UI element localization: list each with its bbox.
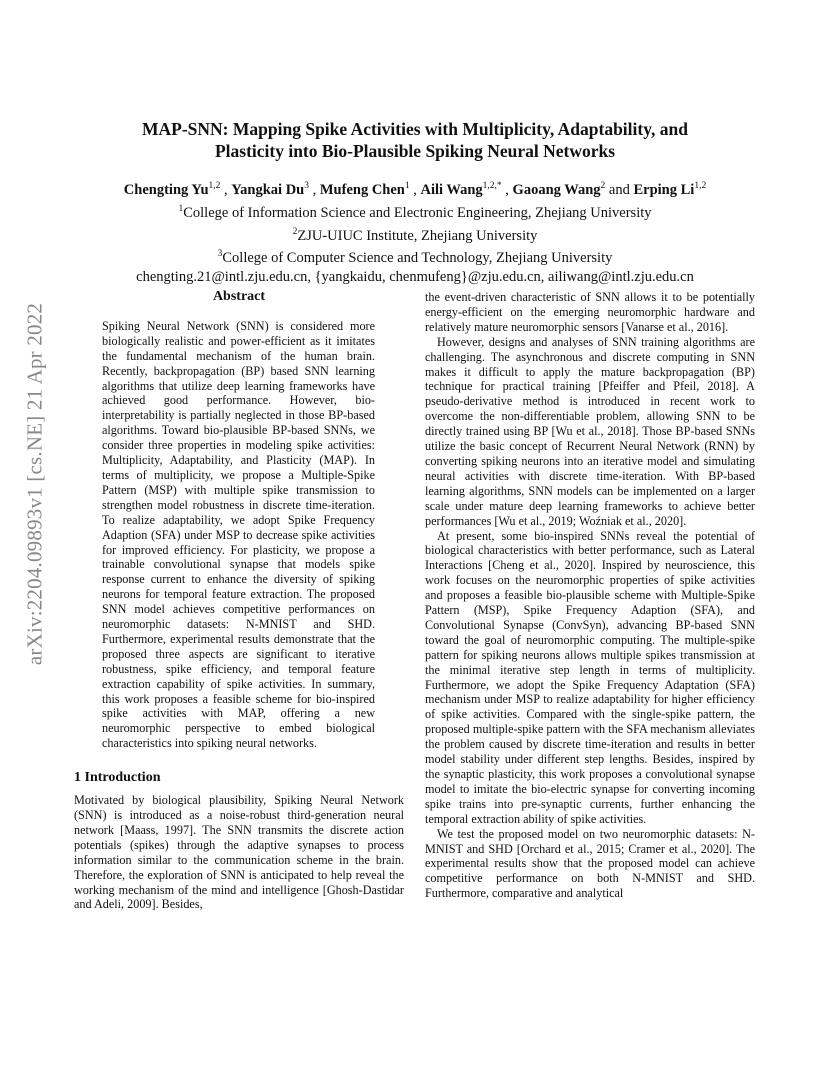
abstract-heading: Abstract xyxy=(212,289,266,304)
affiliation: $^1$College of Information Science and Electronic Engineering, Zhejiang University xyxy=(178,203,652,221)
author-list: Chengting Yu$^{1,2}$ , Yangkai Du$^3$ , Mufeng Chen$^1$ , Aili Wang$^{1,2,*}$ , Gaoang Wang$^2$ and Erping Li$^{1,2}$ xyxy=(123,181,707,198)
right-column xyxy=(425,290,755,901)
affiliation: $^3$College of Computer Science and Technology, Zhejiang University xyxy=(217,249,613,267)
author: Yangkai Du$^3$ xyxy=(231,181,309,198)
abstract-body: Spiking Neural Network (SNN) is considered more biologically realistic and power-efficient as it imitates the fundamental mechanism of the human brain. Recently, backpropagation (BP) based SNN learning algorithms that utilize deep learning frameworks have achieved good performance. However, bio-interpretability is partially neglected in those BP-based algorithms. Toward bio-plausible BP-based SNNs, we consider three properties in modeling spike activities: Multiplicity, Adaptability, and Plasticity (MAP). In terms of multiplicity, we propose a Multiple-Spike Pattern (MSP) with multiple spike transmission to strengthen model robustness in discrete time-iteration. To realize adaptability, we adopt Spike Frequency Adaption (SFA) under MSP to decrease spike activities for improved efficiency. For plasticity, we propose a trainable convolutional synapse that models spike response current to enhance the diversity of spiking neurons for temporal feature extraction. The proposed SNN model achieves competitive performances on neuromorphic datasets: N-MNIST and SHD. Furthermore, experimental results demonstrate that the proposed three aspects are significant to iterative robustness, spike efficiency, and temporal feature extraction capability of spike activities. In summary, this work proposes a feasible scheme for bio-inspired spike activities with MAP, offering a new neuromorphic perspective to embed biological characteristics into spiking neural networks. xyxy=(102,318,375,751)
affiliation: $^2$ZJU-UIUC Institute, Zhejiang University xyxy=(292,226,538,244)
body-paragraph: However, designs and analyses of SNN training algorithms are challenging. The asynchronous and discrete computing in SNN makes it difficult to apply the mature backpropagation (BP) technique for practical training [Pfeiffer and Pfeil, 2018]. A pseudo-derivative method is introduced in recent work to overcome the non-differentiable problem, allowing SNN to be directly trained using BP [Wu et al., 2018]. Those BP-based SNNs utilize the basic concept of Recurrent Neural Network (RNN) by converting spiking neurons into an iterative model and simulating neural activities with discrete time-iteration. With BP-based learning algorithms, SNN models can be implemented on a larger scale under mature deep learning frameworks to achieve better performances [Wu et al., 2019; Woźniak et al., 2020]. xyxy=(425,334,755,528)
body-paragraph: the event-driven characteristic of SNN allows it to be potentially energy-efficient on the emerging neuromorphic hardware and relatively mature neuromorphic sensors [Vanarse et al., 2016]. xyxy=(425,290,755,334)
title-line-2: Plasticity into Bio-Plausible Spiking Neural Networks xyxy=(214,141,616,161)
introduction-heading: 1 Introduction xyxy=(74,770,161,786)
author: Chengting Yu$^{1,2}$ xyxy=(123,181,221,198)
body-paragraph: We test the proposed model on two neuromorphic datasets: N-MNIST and SHD [Orchard et al., 2015; Cramer et al., 2020]. The experimental results show that the proposed model can achieve competitive performance on both N-MNIST and SHD. Furthermore, comparative and analytical xyxy=(425,826,755,901)
author: Erping Li$^{1,2}$ xyxy=(633,181,707,198)
author: Mufeng Chen$^1$ xyxy=(319,181,410,198)
title-line-1: MAP-SNN: Mapping Spike Activities with Multiplicity, Adaptability, and xyxy=(142,119,688,139)
introduction-paragraph: Motivated by biological plausibility, Spiking Neural Network (SNN) is introduced as a noise-robust third-generation neural network [Maass, 1997]. The SNN transmits the discrete action potentials (spikes) through the adaptive synapses to process information similar to the communication scheme in the brain. Therefore, the exploration of SNN is anticipated to help reveal the working mechanism of the mind and intelligence [Ghosh-Dastidar and Adeli, 2009]. Besides, xyxy=(74,793,404,912)
author-emails: chengting.21@intl.zju.edu.cn, {yangkaidu, chenmufeng}@zju.edu.cn, ailiwang@intl.zju.edu.cn xyxy=(136,269,694,286)
author: Gaoang Wang$^2$ xyxy=(512,181,606,198)
paper-header xyxy=(70,118,760,287)
body-paragraph: At present, some bio-inspired SNNs reveal the potential of biological characteristics with better performance, such as Lateral Interactions [Cheng et al., 2020]. Inspired by neuroscience, this work focuses on the neuromorphic properties of spike activities and proposes a feasible bio-plausible scheme with Multiple-Spike Pattern (MSP), Spike Frequency Adaption (SFA), and Convolutional Synapse (ConvSyn), advancing BP-based SNN toward the goal of neuromorphic computing. The multiple-spike pattern for spiking neurons allows multiple spikes transmission at the minimal iterative step length in terms of multiplicity. Furthermore, we adopt the Spike Frequency Adaptation (SFA) mechanism under MSP to realize adaptability for higher efficiency of spike activities. Compared with the single-spike pattern, the proposed multiple-spike pattern with the SFA mechanism alleviates the problem caused by discrete time-iteration and results in better model stability under different step lengths. Besides, inspired by the synaptic plasticity, this work proposes a convolutional synapse model to imitate the bio-electric synapse for converting incoming spike trains into pre-synaptic currents, further enhancing the temporal extraction ability of spike activities. xyxy=(425,528,755,826)
left-column xyxy=(74,290,404,912)
paper-title xyxy=(70,118,760,162)
arxiv-sidebar xyxy=(22,288,48,680)
author: Aili Wang$^{1,2,*}$ xyxy=(420,181,502,198)
arxiv-identifier: arXiv:2204.09893v1 [cs.NE] 21 Apr 2022 xyxy=(22,302,47,666)
